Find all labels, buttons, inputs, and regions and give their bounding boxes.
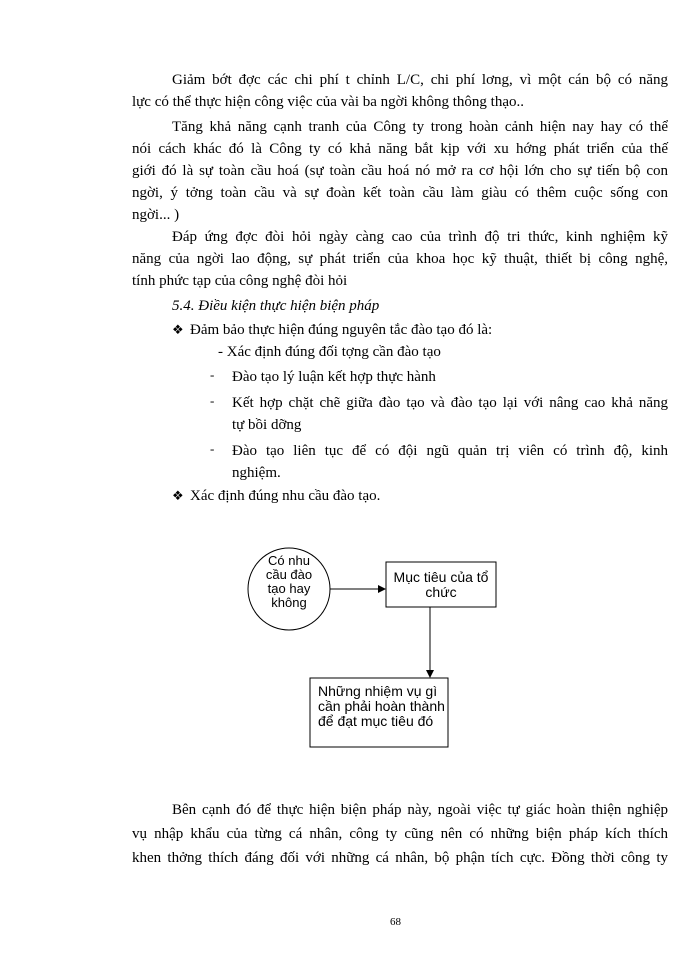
paragraph-1-line-2: lực có thể thực hiện công việc của vài ba ngời không thông thạo..	[132, 94, 524, 110]
paragraph-1-line-1: Giảm bớt đợc các chi phí t chỉnh L/C, chi phí lơng, vì một cán bộ có năng	[172, 72, 668, 88]
diagram-goal-text: Mục tiêu của tổ chức	[393, 569, 489, 600]
bullet-item-1-text: Đảm bảo thực hiện đúng nguyên tắc đào tạo đó là:	[190, 322, 493, 338]
section-heading: 5.4. Điều kiện thực hiện biện pháp	[172, 298, 380, 314]
paragraph-3-line-2: năng của ngời lao động, sự phát triển của khoa học kỹ thuật, thiết bị công nghệ,	[132, 251, 668, 267]
diamond-bullet-icon: ❖	[172, 323, 184, 338]
paragraph-2-line-2: nói cách khác đó là Công ty có khả năng bắt kịp với xu hớng phát triển của thế	[132, 141, 668, 157]
diamond-bullet-icon: ❖	[172, 489, 184, 504]
dash-bullet-icon: -	[210, 441, 215, 456]
page-number: 68	[390, 916, 401, 928]
diagram-circle-text: Có nhu cầu đào tạo hay không	[265, 553, 313, 610]
diagram-tasks-text: Những nhiệm vụ gì cần phải hoàn thành để đạt mục tiêu đó	[318, 683, 445, 729]
paragraph-4-line-3: khen thởng thích đáng đối với những cá nhân, bộ phận tích cực. Đồng thời công ty	[132, 850, 668, 866]
paragraph-3-line-3: tính phức tạp của công nghệ đòi hỏi	[132, 273, 348, 289]
paragraph-2-line-3: giới đó là sự toàn cầu hoá (sự toàn cầu hoá nó mở ra cơ hội lớn cho sự tiến bộ con	[132, 163, 668, 179]
dash-item-3-text: Đào tạo liên tục để có đội ngũ quản trị viên có trình độ, kinh nghiệm.	[232, 443, 668, 481]
dash-item-1-text: Đào tạo lý luận kết hợp thực hành	[232, 369, 436, 385]
bullet-item-2-text: Xác định đúng nhu cầu đào tạo.	[190, 488, 381, 504]
paragraph-4-line-2: vụ nhập khẩu của từng cá nhân, công ty cũng nên có những biện pháp kích thích	[132, 826, 668, 842]
paragraph-3-line-1: Đáp ứng đợc đòi hỏi ngày càng cao của trình độ tri thức, kinh nghiệm kỹ	[172, 229, 668, 245]
paragraph-2-line-4: ngời, ý tởng toàn cầu và sự đoàn kết toàn cầu làm giàu có thêm cuộc sống con	[132, 185, 668, 201]
paragraph-2-line-1: Tăng khả năng cạnh tranh của Công ty trong hoàn cảnh hiện nay hay có thể	[172, 119, 668, 135]
dash-item-2-text: Kết hợp chặt chẽ giữa đào tạo và đào tạo lại với nâng cao khả năng tự bồi dỡng	[232, 395, 668, 433]
paragraph-4-line-1: Bên cạnh đó để thực hiện biện pháp này, ngoài việc tự giác hoàn thiện nghiệp	[172, 802, 668, 818]
sub-item-1: - Xác định đúng đối tợng cần đào tạo	[218, 344, 441, 360]
dash-bullet-icon: -	[210, 367, 215, 382]
paragraph-2-line-5: ngời... )	[132, 207, 180, 223]
dash-bullet-icon: -	[210, 393, 215, 408]
